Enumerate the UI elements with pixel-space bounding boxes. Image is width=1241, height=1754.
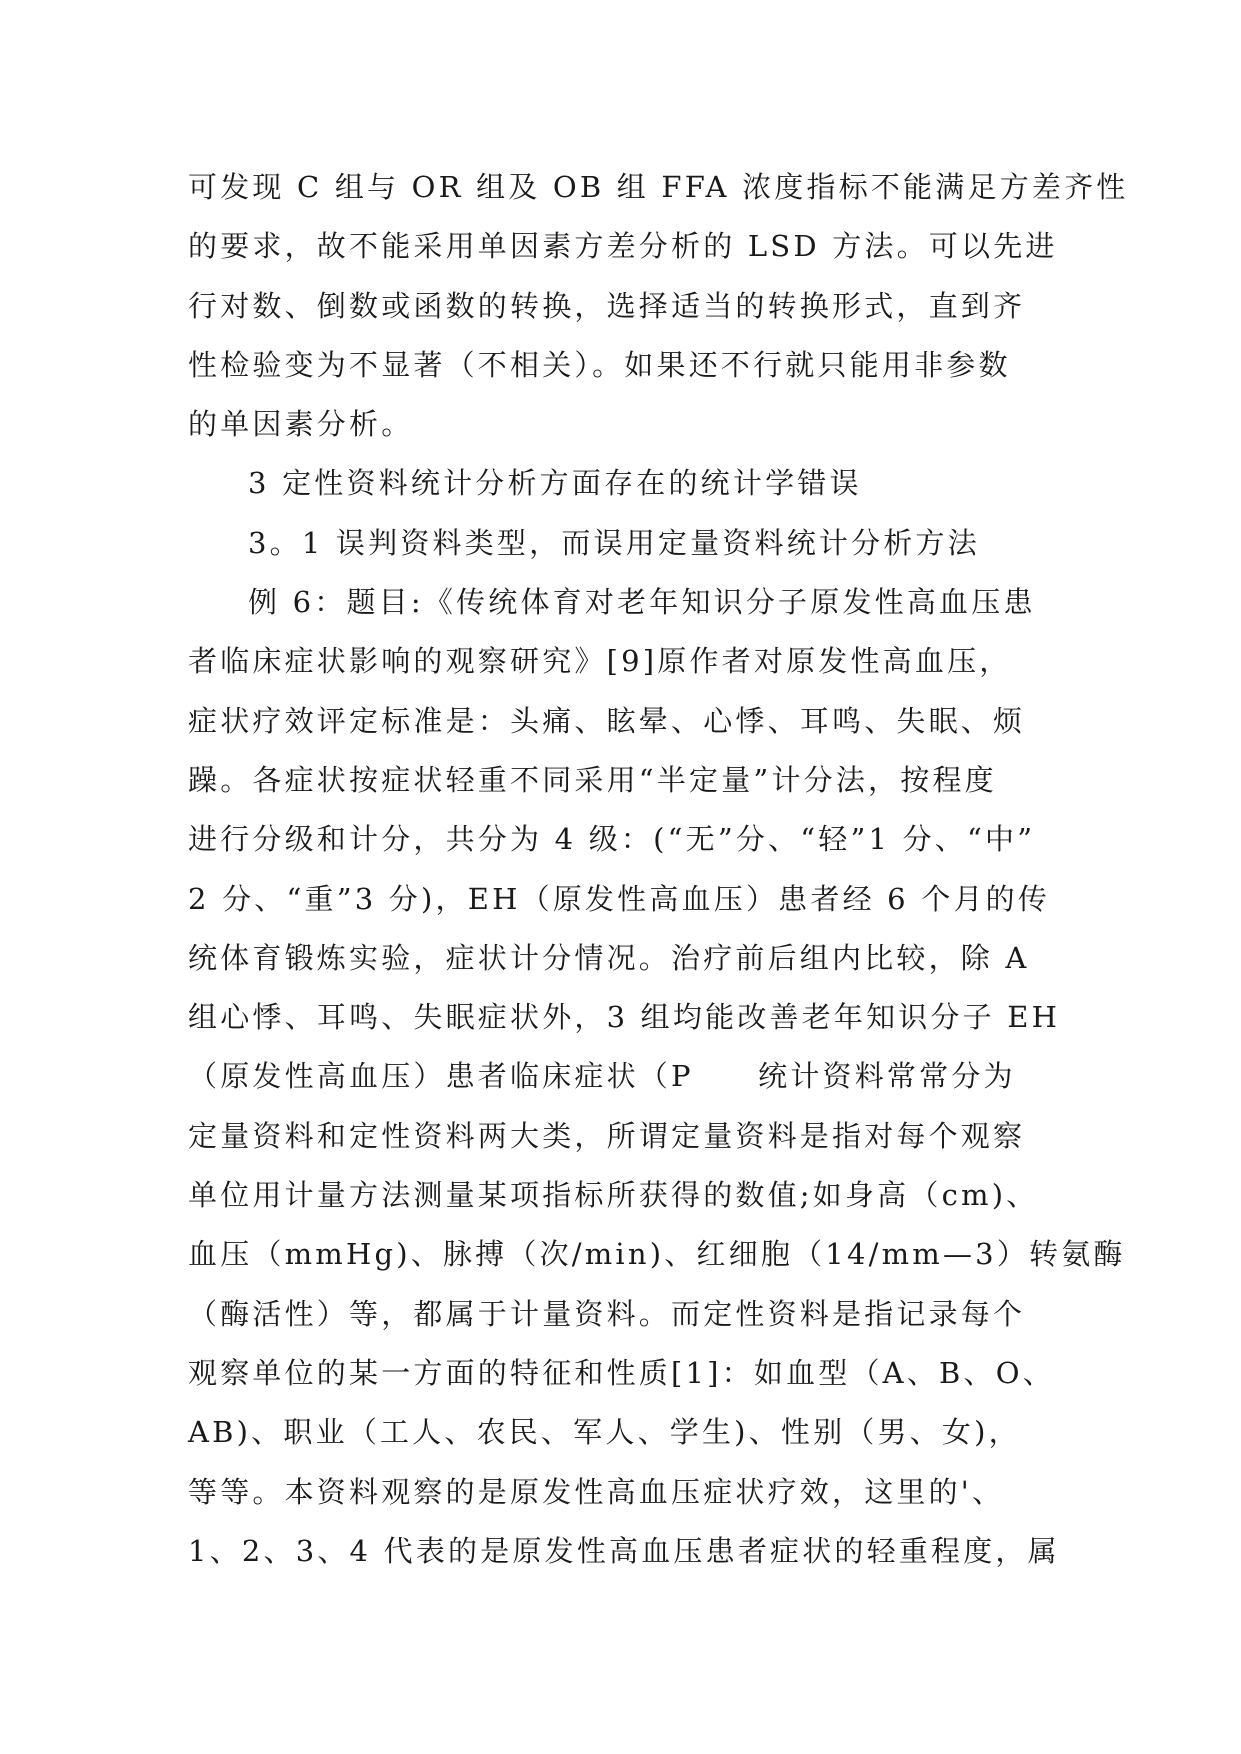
text-line: 定量资料和定性资料两大类，所谓定量资料是指对每个观察 <box>188 1118 1026 1153</box>
text-line: AB)、职业（工人、农民、军人、学生)、性别（男、女)， <box>188 1415 1021 1450</box>
text-line: 观察单位的某一方面的特征和性质[1]：如血型（A、B、O、 <box>188 1355 1055 1390</box>
text-line: 单位用计量方法测量某项指标所获得的数值;如身高（cm)、 <box>188 1178 1039 1213</box>
text-line: 可发现 C 组与 OR 组及 OB 组 FFA 浓度指标不能满足方差齐性 <box>188 170 1129 204</box>
text-line: 组心悸、耳鸣、失眠症状外，3 组均能改善老年知识分子 EH <box>188 1000 1061 1035</box>
text-line: 进行分级和计分，共分为 4 级：(“无”分、“轻”1 分、“中” <box>188 822 1036 857</box>
text-line: 例 6：题目:《传统体育对老年知识分子原发性高血压患 <box>248 585 1036 620</box>
text-line: 者临床症状影响的观察研究》[9]原作者对原发性高血压， <box>188 644 1012 679</box>
section-heading: 3 定性资料统计分析方面存在的统计学错误 <box>248 466 862 501</box>
text-line: 血压（mmHg)、脉搏（次/min)、红细胞（14/mm—3）转氨酶 <box>188 1237 1126 1272</box>
text-line: （原发性高血压）患者临床症状（P 统计资料常常分为 <box>188 1059 1016 1094</box>
text-line: （酶活性）等，都属于计量资料。而定性资料是指记录每个 <box>188 1296 1026 1331</box>
text-line: 统体育锻炼实验，症状计分情况。治疗前后组内比较，除 A <box>188 940 1030 975</box>
text-line: 2 分、“重”3 分)，EH（原发性高血压）患者经 6 个月的传 <box>188 881 1051 916</box>
subsection-heading: 3。1 误判资料类型，而误用定量资料统计分析方法 <box>248 525 980 560</box>
text-line: 等等。本资料观察的是原发性高血压症状疗效，这里的'、 <box>188 1474 1005 1509</box>
text-line: 性检验变为不显著（不相关）。如果还不行就只能用非参数 <box>188 347 1011 382</box>
text-line: 的要求，故不能采用单因素方差分析的 LSD 方法。可以先进 <box>188 229 1058 264</box>
text-line: 的单因素分析。 <box>188 407 414 442</box>
document-body <box>188 158 1129 1581</box>
text-line: 症状疗效评定标准是：头痛、眩晕、心悸、耳鸣、失眠、烦 <box>188 703 1026 738</box>
text-line: 行对数、倒数或函数的转换，选择适当的转换形式，直到齐 <box>188 288 1026 323</box>
text-line: 1、2、3、4 代表的是原发性高血压患者症状的轻重程度，属 <box>188 1533 1060 1568</box>
text-line: 躁。各症状按症状轻重不同采用“半定量”计分法，按程度 <box>188 762 997 797</box>
